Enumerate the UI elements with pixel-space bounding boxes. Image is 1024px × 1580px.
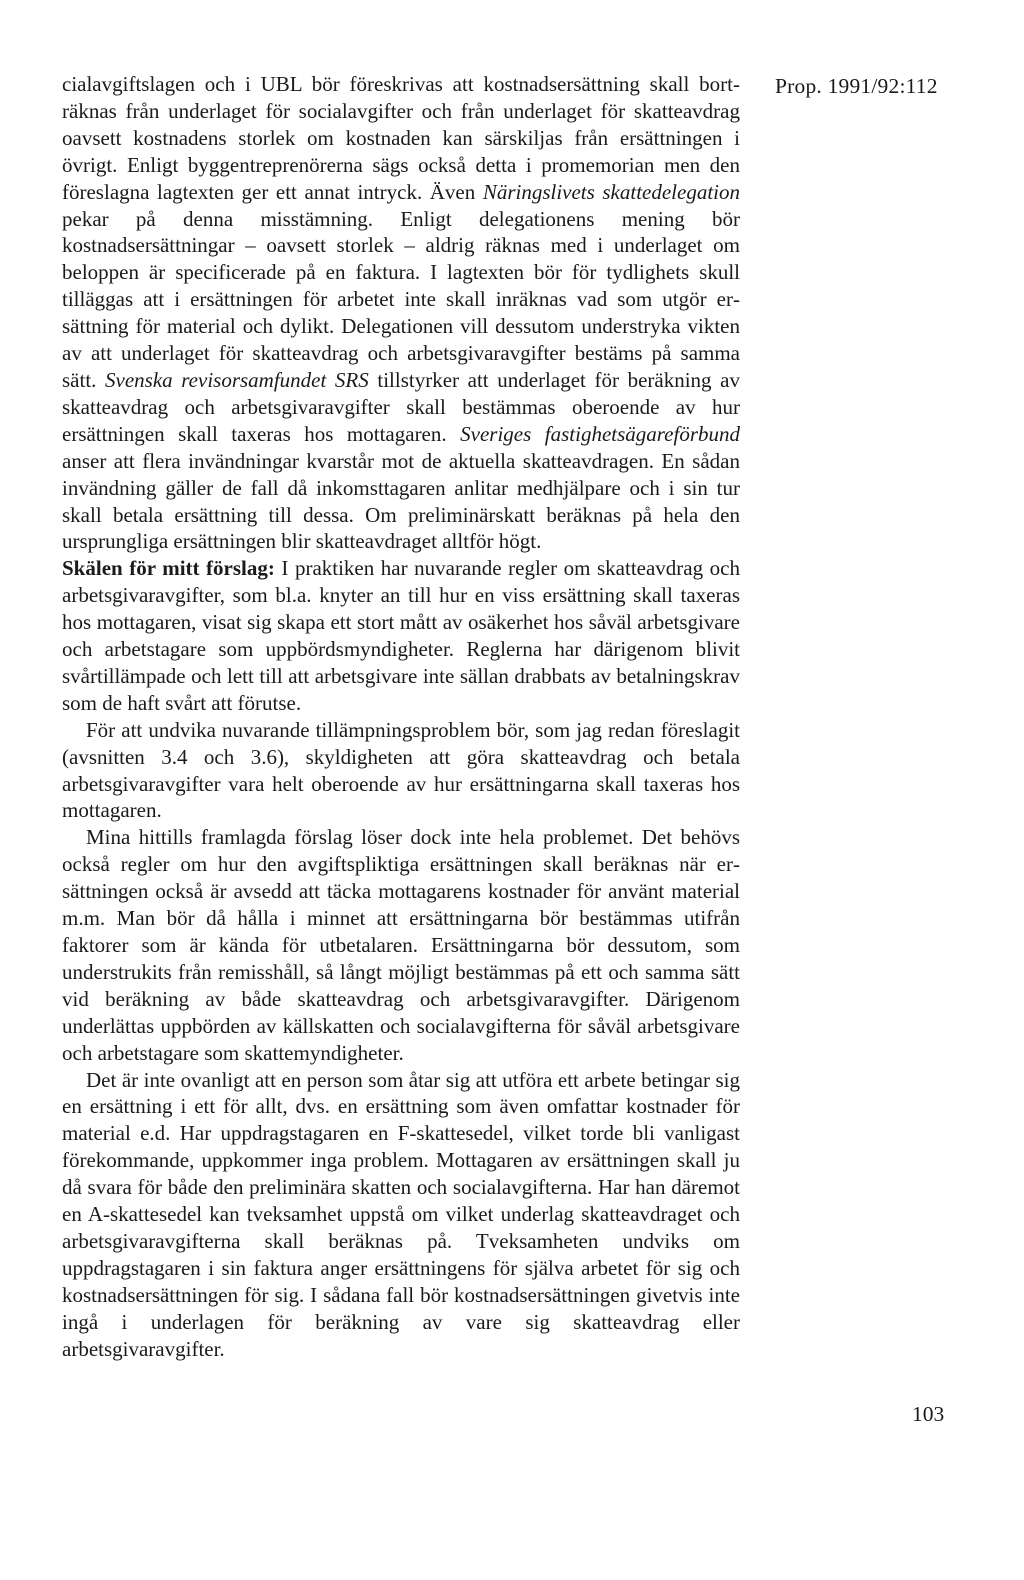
proposition-reference: Prop. 1991/92:112 [775, 74, 938, 98]
italic-reference: Näringslivets skattedelegation [482, 179, 740, 204]
text-run: pekar på denna misstämning. Enligt delegationens mening bör kostnadsersättningar – oavsett storlek – aldrig räknas med i underlaget om beloppen är specificerade på en faktura. I lagtexten bör för tydlighets skull tilläggas att i ersättningen för arbetet inte skall inräknas vad som utgör ersättning för material och dylikt. Delegationen vill dessutom understryka vikten av att underlaget för skatteavdrag och arbetsgivaravgifter bestäms på samma sätt. [62, 206, 740, 392]
text-run: I praktiken har nuvarande regler om skatteavdrag och arbetsgivaravgifter, som bl.a. knyter an till hur en viss ersättning skall taxeras hos mottagaren, visat sig skapa ett stort mått av osäkerhet hos såväl arbetsgivare och arbetstagare som uppbördsmyndigheter. Reglerna har därigenom blivit svårtillämpade och lett till att arbetsgivare inte sällan drabbats av betalningskrav som de haft svårt att förutse. [62, 556, 740, 715]
paragraph-reasons-for-proposal [62, 555, 740, 716]
italic-reference: Svenska revisorsamfundet SRS [105, 367, 369, 392]
body-text [62, 71, 740, 1363]
paragraph-remaining-problem [62, 824, 740, 1066]
paragraph-remiss-opinions [62, 71, 740, 555]
bold-lead-in: Skälen för mitt förslag: [62, 556, 275, 581]
page-number: 103 [912, 1402, 945, 1426]
text-run: cialavgiftslagen och i UBL bör föreskrivas att kostnadsersättning skall borträknas från underlaget för socialavgifter och från underlaget för skatteavdrag oavsett kostnadens storlek om kostnaden kan särskiljas från ersättningen i övrigt. Enligt byggentreprenörerna sägs också detta i promemorian men den föreslagna lagtexten ger ett annat intryck. Även [62, 72, 740, 204]
paragraph-lump-sum-compensation [62, 1067, 740, 1363]
text-run: Mina hittills framlagda förslag löser dock inte hela problemet. Det behövs också regler om hur den avgiftspliktiga ersättningen skall beräknas när ersättningen också är avsedd att täcka mottagarens kostnader för använt material m.m. Man bör då hålla i minnet att ersättningarna bör bestämmas utifrån faktorer som är kända för utbetalaren. Ersättningarna bör dessutom, som understrukits från remisshåll, så långt möjligt bestämmas på ett och samma sätt vid beräkning av både skatteavdrag och arbetsgivaravgifter. Därigenom underlättas uppbörden av källskatten och socialavgifterna för såväl arbetsgivare och arbetstagare som skattemyndigheter. [62, 825, 740, 1065]
text-run: Det är inte ovanligt att en person som åtar sig att utföra ett arbete betingar sig en ersättning i ett för allt, dvs. en ersättning som även omfattar kostnader för material e.d. Har uppdragstagaren en F-skattesedel, vilket torde bli vanligast förekommande, uppkommer inga problem. Mottagaren av ersättningen skall ju då svara för både den preliminära skatten och socialavgifterna. Har han däremot en A-skattesedel kan tveksamhet uppstå om vilket underlag skatteavdraget och arbetsgivaravgifterna skall beräknas på. Tveksamheten undviks om uppdragstagaren i sin faktura anger ersättningens för själva arbetet för sig och kostnadsersättningen för sig. I sådana fall bör kostnadsersättningen givetvis inte ingå i underlagen för beräkning av vare sig skatteavdrag eller arbetsgivaravgifter. [62, 1067, 740, 1361]
paragraph-application-problems [62, 717, 740, 825]
italic-reference: Sveriges fastighetsägareförbund [460, 421, 740, 446]
text-run: tillstyrker att underlaget för beräkning av skatteavdrag och arbetsgivaravgifter skall bestämmas oberoende av hur ersättningen skall taxeras hos mottagaren. [62, 367, 740, 446]
text-run: anser att flera invändningar kvarstår mot de aktuella skatteavdragen. En sådan invändning gäller de fall då inkomsttagaren anlitar medhjälpare och i sin tur skall betala ersättning till dessa. Om preliminärskatt beräknas på hela den ursprungliga ersättningen blir skatteavdraget alltför högt. [62, 448, 740, 554]
text-run: För att undvika nuvarande tillämpningsproblem bör, som jag redan föreslagit (avsnitten 3.4 och 3.6), skyldigheten att göra skatteavdrag och betala arbetsgivaravgifter vara helt oberoende av hur ersättningarna skall taxeras hos mottagaren. [62, 717, 740, 823]
